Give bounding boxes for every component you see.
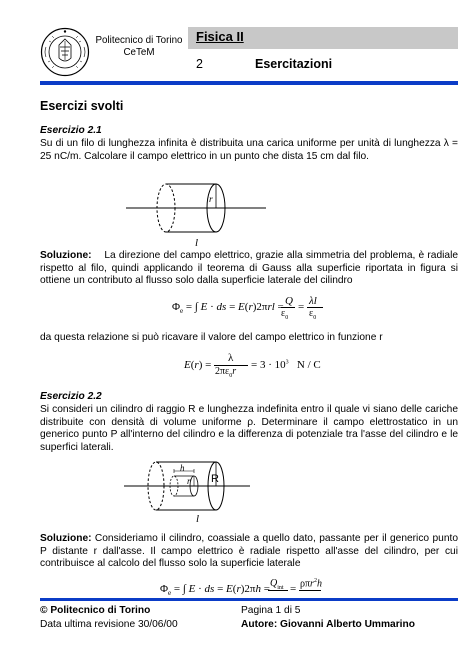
exercise1-title: Esercizio 2.1 <box>40 125 102 136</box>
exercise1-figure <box>126 174 266 236</box>
footer-page: Pagina 1 di 5 <box>241 605 301 616</box>
institution-name <box>92 35 186 58</box>
exercise1-text: Su di un filo di lunghezza infinita è distribuita una carica uniforme per unità di lunghezza λ = 25 nC/m. Calcolare il campo elettrico in un punto che dista 15 cm dal filo. <box>40 138 458 162</box>
exercise1-solution-text: La direzione del campo elettrico, grazie alla simmetria del problema, è radiale rispetto al filo, quindi applicando il teorema di Gauss alla superficie riportata in figura si ottiene un contributo al flusso solo dalla superficie laterale del cilindro <box>40 250 458 287</box>
exercise2-text: Si consideri un cilindro di raggio R e lunghezza indefinita entro il quale vi siano delle cariche distribuite con densità di volume uniforme ρ. Determinare il campo elettrostatico in un generico punto P all'interno del cilindro e la differenza di potenziale tra l'asse del cilindro e le superfici laterali. <box>40 404 458 453</box>
exercise2-solution <box>40 533 458 571</box>
exercise2-fig-l-label: l <box>196 513 200 525</box>
exercise2-fig-h-label: h <box>180 463 185 473</box>
exercise2-title: Esercizio 2.2 <box>40 391 102 402</box>
footer-revision: Data ultima revisione 30/06/00 <box>40 619 178 630</box>
footer-copyright: © Politecnico di Torino <box>40 605 151 616</box>
exercise2-figure <box>124 459 250 513</box>
footer-author: Autore: Giovanni Alberto Ummarino <box>241 619 415 630</box>
exercise1-solution-label: Soluzione: <box>40 250 92 261</box>
exercise1-equation2: E(r) = λ $2\pi\varepsilon_0r$ = $3 \cdot 10^3$ N / C <box>184 352 321 379</box>
course-title: Fisica II <box>196 29 244 44</box>
exercise1-fig-l-label: l <box>195 237 199 249</box>
institution-line1: Politecnico di Torino <box>95 35 183 46</box>
exercise2-equation1: $\Phi_e$ = ∫ E · ds = E(r)2πh = $Q_{int}$ = ρπr$^2$h <box>160 578 322 598</box>
header-rule <box>40 81 458 85</box>
exercise2-solution-label: Soluzione: <box>40 533 92 544</box>
chapter-number: 2 <box>196 57 203 71</box>
exercise1-equation1: $\Phi_e$ = ∫ E · ds = E(r)2πrl = Q $\varepsilon_0$ = λl $\varepsilon_0$ <box>172 295 302 321</box>
exercise1-solution <box>40 250 458 288</box>
section-title: Esercizi svolti <box>40 99 124 113</box>
institution-logo <box>40 27 90 77</box>
chapter-title: Esercitazioni <box>255 57 333 71</box>
exercise2-fig-r-label: r <box>187 476 191 486</box>
exercise2-fig-R-label: R <box>211 473 219 485</box>
exercise2-solution-text: Consideriamo il cilindro, coassiale a quello dato, passante per il generico punto P distante r dall'asse. Il campo elettrico è radiale rispetto all'asse del cilindro, per cui contribuisce al calcolo del flusso solo la superficie laterale <box>40 533 458 570</box>
exercise1-fig-r-label: r <box>209 195 213 205</box>
footer-rule <box>40 598 458 601</box>
exercise1-middle-text: da questa relazione si può ricavare il valore del campo elettrico in funzione r <box>40 332 383 343</box>
institution-line2: CeTeM <box>123 46 155 58</box>
